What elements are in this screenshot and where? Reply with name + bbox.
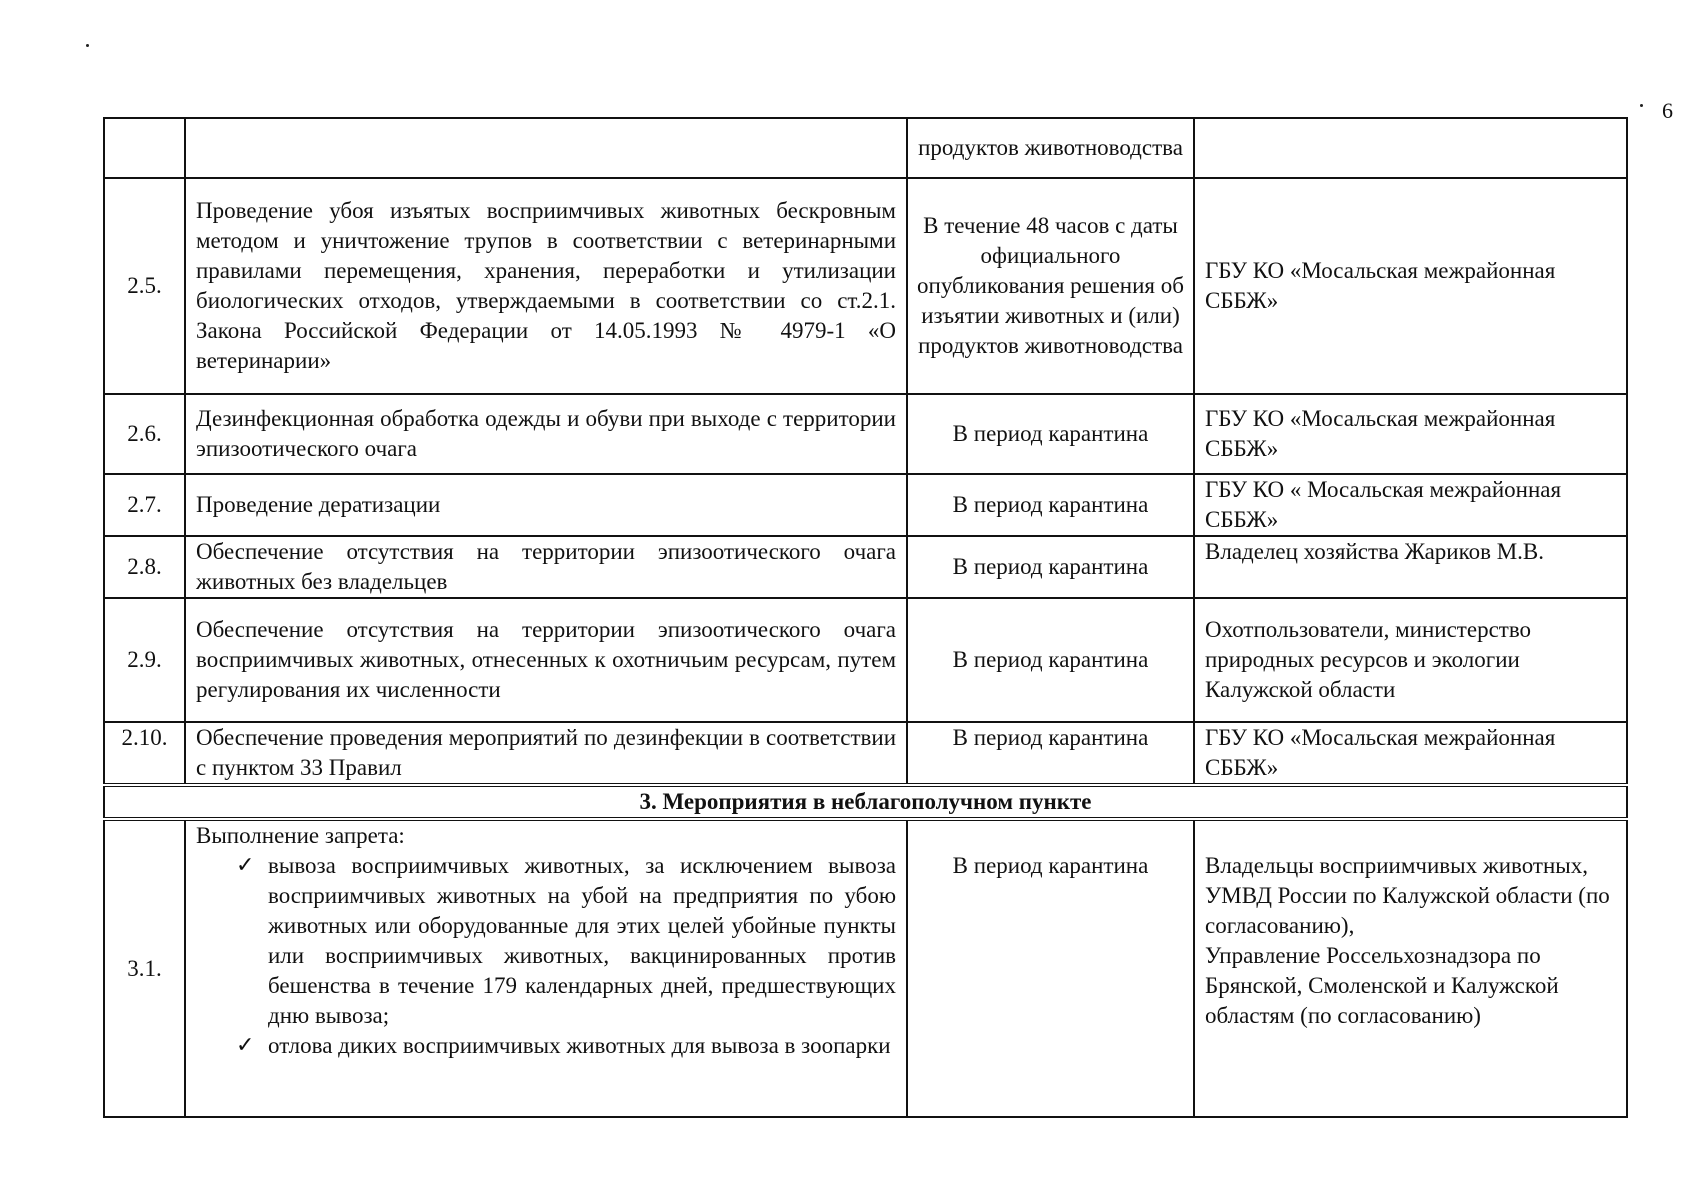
- page-number: 6: [1662, 98, 1673, 123]
- row-responsible: [1194, 118, 1627, 178]
- table-row: [104, 178, 1627, 394]
- row-responsible: ГБУ КО « Мосальская межрайонная СББЖ»: [1194, 474, 1627, 536]
- list-item-text: отлова диких восприимчивых животных для вывоза в зоопарки: [268, 1033, 891, 1058]
- section-title: 3. Мероприятия в неблагополучном пункте: [104, 785, 1627, 819]
- row-description: Дезинфекционная обработка одежды и обуви при выходе с территории эпизоотического очага: [185, 394, 907, 474]
- row-responsible: ГБУ КО «Мосальская межрайонная СББЖ»: [1194, 722, 1627, 785]
- row-number: 2.9.: [104, 598, 185, 722]
- row-number: [104, 118, 185, 178]
- row-number: 2.5.: [104, 178, 185, 394]
- checkmark-icon: ✓: [236, 853, 255, 878]
- row-term: В период карантина: [907, 536, 1194, 598]
- list-item: [236, 851, 896, 1031]
- responsible-list: [1205, 821, 1616, 1031]
- table-row: [104, 598, 1627, 722]
- list-item: [236, 1031, 896, 1061]
- scan-speck: [86, 44, 89, 47]
- row-responsible: Владелец хозяйства Жариков М.В.: [1194, 536, 1627, 598]
- responsible-line: УМВД России по Калужской области (по согласованию),: [1205, 883, 1610, 938]
- row-number: 2.6.: [104, 394, 185, 474]
- measures-table: [103, 117, 1628, 1118]
- row-responsible: ГБУ КО «Мосальская межрайонная СББЖ»: [1194, 178, 1627, 394]
- row-number: 2.8.: [104, 536, 185, 598]
- row-term: В период карантина: [907, 394, 1194, 474]
- row-description: [185, 118, 907, 178]
- table-row: [104, 722, 1627, 785]
- list-item-text: вывоза восприимчивых животных, за исключением вывоза восприимчивых животных на убой на предприятия по убою животных или оборудованные для этих целей убойные пункты или восприимчивых животных, вакцинированных против бешенства в течение 179 календарных дней, предшествующих дню вывоза;: [268, 853, 896, 1028]
- row-number: 2.10.: [104, 722, 185, 785]
- responsible-line: Управление Россельхознадзора по Брянской, Смоленской и Калужской областям (по согласованию): [1205, 943, 1559, 1028]
- row-description: Обеспечение проведения мероприятий по дезинфекции в соответствии с пунктом 33 Правил: [185, 722, 907, 785]
- table-row: [104, 394, 1627, 474]
- row-responsible: [1194, 819, 1627, 1117]
- row-description: Проведение убоя изъятых восприимчивых животных бескровным методом и уничтожение трупов в соответствии с ветеринарными правилами перемещения, хранения, переработки и утилизации биологических отходов, утверждаемыми в соответствии со ст.2.1. Закона Российской Федерации от 14.05.1993 № 4979-1 «О ветеринарии»: [185, 178, 907, 394]
- row-number: 3.1.: [104, 819, 185, 1117]
- table-row: [104, 819, 1627, 1117]
- row-number: 2.7.: [104, 474, 185, 536]
- row-term: [907, 819, 1194, 1117]
- row-term: В период карантина: [907, 598, 1194, 722]
- row-term-text: В период карантина: [952, 853, 1149, 878]
- row-description: Проведение дератизации: [185, 474, 907, 536]
- row-term: В период карантина: [907, 474, 1194, 536]
- prohibition-intro: Выполнение запрета:: [196, 823, 405, 848]
- table-row: [104, 474, 1627, 536]
- table-row: [104, 118, 1627, 178]
- row-description: [185, 819, 907, 1117]
- row-term: В период карантина: [907, 722, 1194, 785]
- row-term: В течение 48 часов с даты официального опубликования решения об изъятии животных и (или) продуктов животноводства: [907, 178, 1194, 394]
- checkmark-icon: ✓: [236, 1033, 255, 1058]
- row-description: Обеспечение отсутствия на территории эпизоотического очага животных без владельцев: [185, 536, 907, 598]
- scan-speck: [1640, 104, 1643, 107]
- prohibition-list: [196, 851, 896, 1061]
- responsible-line: Владельцы восприимчивых животных,: [1205, 853, 1588, 878]
- table-row: [104, 536, 1627, 598]
- row-responsible: Охотпользователи, министерство природных ресурсов и экологии Калужской области: [1194, 598, 1627, 722]
- row-description: Обеспечение отсутствия на территории эпизоотического очага восприимчивых животных, отнесенных к охотничьим ресурсам, путем регулирования их численности: [185, 598, 907, 722]
- section-header-row: [104, 785, 1627, 819]
- row-term: продуктов животноводства: [907, 118, 1194, 178]
- row-responsible: ГБУ КО «Мосальская межрайонная СББЖ»: [1194, 394, 1627, 474]
